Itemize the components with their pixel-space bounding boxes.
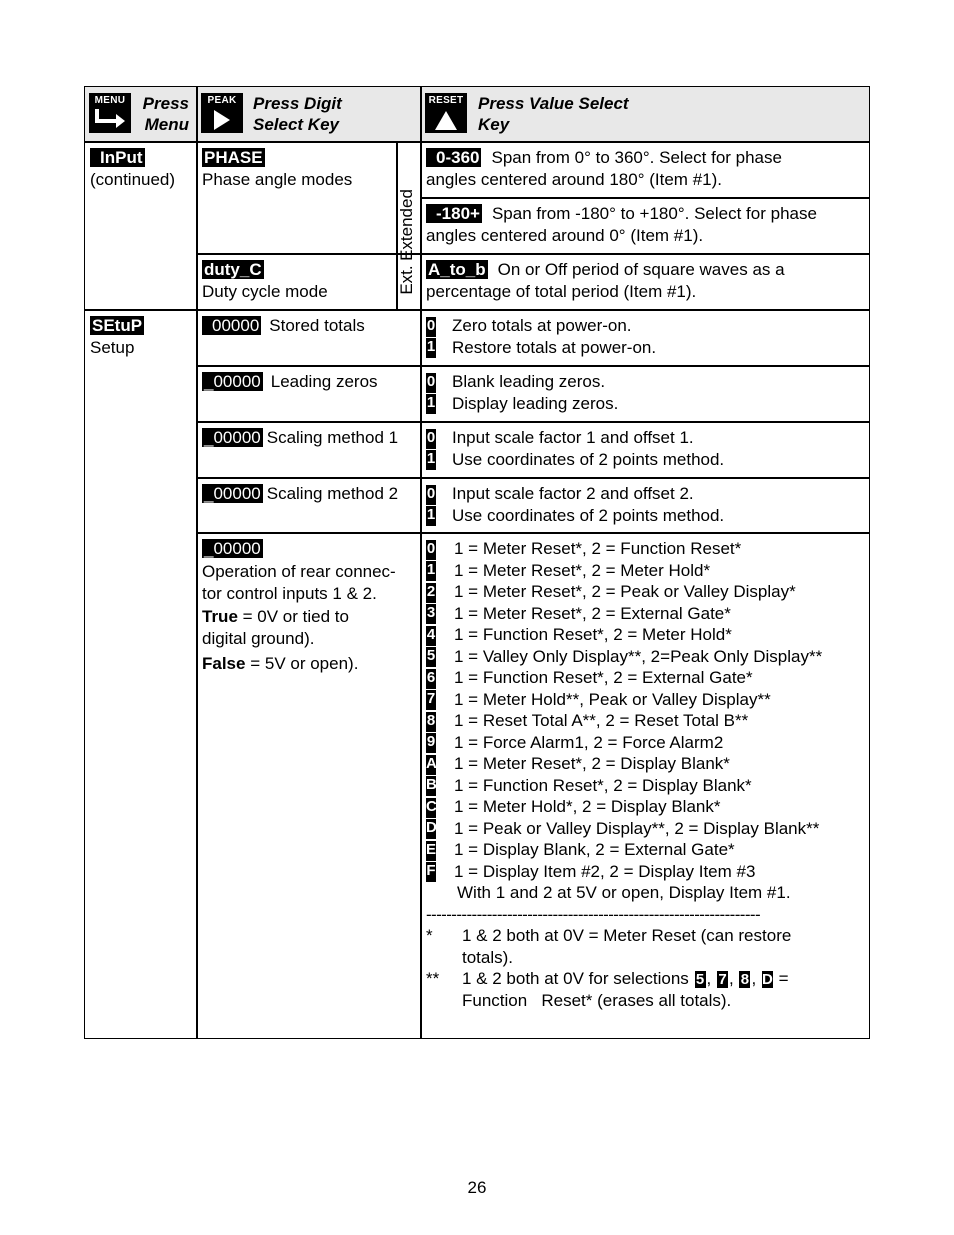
duty-badge: duty_C <box>204 260 262 279</box>
option-digit: 7 <box>426 690 436 710</box>
option-digit: B <box>426 776 436 796</box>
option-digit: 4 <box>426 626 436 646</box>
option-digit: C <box>426 798 436 818</box>
duty-cell <box>202 259 328 302</box>
option-digit: 8 <box>426 712 436 732</box>
option-text: 1 = Function Reset*, 2 = External Gate* <box>454 668 753 687</box>
phase-cell <box>202 147 352 190</box>
rear-option-row <box>426 818 822 840</box>
setup-row-scaling-1: _00000 Scaling method 1 <box>204 428 399 447</box>
option-digit: 0 <box>426 540 436 560</box>
setup-row-stored-options: 0 Zero totals at power-on. 1 Restore totals at power-on. <box>426 316 657 357</box>
rear-option-row <box>426 603 822 625</box>
option-text: 1 = Meter Hold*, 2 = Display Blank* <box>454 797 721 816</box>
duty-desc: Duty cycle mode <box>202 281 328 301</box>
reset-key-icon: RESET <box>425 93 467 133</box>
setup-row-stored-totals: 00000 Stored totals <box>202 315 365 337</box>
option-text: 1 = Meter Reset*, 2 = External Gate* <box>454 603 731 623</box>
setup-row-leading-options: 0 Blank leading zeros. 1 Display leading zeros. <box>426 372 619 413</box>
rear-option-row <box>426 538 822 560</box>
page-number: 26 <box>467 1178 487 1197</box>
input-menu-cell <box>90 147 175 190</box>
option-digit: F <box>426 862 436 882</box>
option-0-360: 0-360 Span from 0° to 360°. Select for phase angles centered around 180° (Item #1). <box>426 148 782 189</box>
option-text: 1 = Peak or Valley Display**, 2 = Display Blank** <box>454 818 820 838</box>
option-text: 1 = Meter Reset*, 2 = Function Reset* <box>454 539 742 558</box>
option-digit: E <box>426 841 436 861</box>
phase-badge: PHASE <box>204 148 263 167</box>
ext-label: Ext. <box>397 265 416 295</box>
option-text: 1 = Meter Hold**, Peak or Valley Display** <box>454 689 771 709</box>
setup-menu-cell <box>90 315 144 358</box>
rear-options-list: 0 1 = Meter Reset*, 2 = Function Reset* 1 1 = Meter Reset*, 2 = Meter Hold* 2 1 = Meter Reset*, 2 = Peak or Valley Display* 3 1 = Meter Reset*, 2 = External Gate* 4 1 = Function Reset*, 2 = Meter Hold* 5 1 = Valley Only Display**, 2=Peak Only Display** 6 1 = Function Reset*, 2 = External Gate* 7 1 = Meter Hold**, Peak or Valley Display** 8 1 = Reset Total A**, 2 = Reset Total B** 9 1 = Force Alarm1, 2 = Force Alarm2 A 1 = Meter Reset*, 2 = Display Blank* B 1 = Function Reset*, 2 = Display Blank* C 1 = Meter Hold*, 2 = Display Blank* D 1 = Peak or Valley Display**, 2 = Display Blank** E 1 = Display Blank, 2 = External Gate* F 1 = Display Item #2, 2 = Display Item #3 With 1 and 2 at 5V or open, Display Item #1. ------------------------------------------------------------------ * 1 & 2 both at 0V = Meter Reset (can restore totals). ** 1 & 2 both at 0V for selections 5 , 7 , 8 , D = Function Reset* (erases all totals). <box>426 539 823 1010</box>
option-text: 1 = Function Reset*, 2 = Meter Hold* <box>454 625 732 644</box>
option-digit: 5 <box>426 647 436 667</box>
rear-connector-cell: _00000 Operation of rear connec- tor control inputs 1 & 2. True = 0V or tied to digital ground). False = 5V or open). <box>202 539 396 673</box>
rear-option-row <box>426 624 822 646</box>
option-text: 1 = Meter Reset*, 2 = Peak or Valley Display* <box>454 582 796 601</box>
rear-option-row <box>426 667 822 689</box>
option-digit: 3 <box>426 604 436 624</box>
option-text: 1 = Reset Total A**, 2 = Reset Total B** <box>454 711 749 730</box>
rear-option-row <box>426 646 822 668</box>
header-col3-label: Press Value Select Key <box>478 94 629 134</box>
option-digit: 9 <box>426 733 436 753</box>
input-continued-note: (continued) <box>90 169 176 189</box>
rear-separator: ------------------------------------------------------------------ <box>426 904 761 924</box>
rear-option-row <box>426 689 822 711</box>
setup-badge: SEtuP <box>92 316 143 335</box>
extended-label: Extended <box>397 189 416 261</box>
setup-row-scaling1-options: 0 Input scale factor 1 and offset 1. 1 Use coordinates of 2 points method. <box>426 428 725 469</box>
phase-desc: Phase angle modes <box>202 169 353 189</box>
option-text: 1 = Meter Reset*, 2 = Meter Hold* <box>454 560 711 580</box>
header-col2-label: Press Digit Select Key <box>253 94 342 134</box>
option-digit: A <box>426 755 436 775</box>
rear-option-row <box>426 839 822 861</box>
option-text: 1 = Display Blank, 2 = External Gate* <box>454 840 735 859</box>
rear-option-row <box>426 732 822 754</box>
rear-option-row <box>426 710 822 732</box>
input-badge: InPut <box>90 148 145 167</box>
option-text: 1 = Display Item #2, 2 = Display Item #3 <box>454 861 756 881</box>
header-col1-label: Press Menu <box>142 94 189 134</box>
option-text: 1 = Meter Reset*, 2 = Display Blank* <box>454 754 730 773</box>
setup-row-scaling2-options: 0 Input scale factor 2 and offset 2. 1 Use coordinates of 2 points method. <box>426 484 725 525</box>
rear-option-row <box>426 753 822 775</box>
option-digit: D <box>426 819 436 839</box>
rear-option-row <box>426 581 822 603</box>
rear-option-row <box>426 796 822 818</box>
rear-option-row <box>426 775 822 797</box>
option-180: -180+ Span from -180° to +180°. Select for phase angles centered around 0° (Item #1). <box>426 204 817 245</box>
rear-last-note: With 1 and 2 at 5V or open, Display Item #1. <box>457 883 791 902</box>
option-text: 1 = Force Alarm1, 2 = Force Alarm2 <box>454 732 724 752</box>
option-a-to-b: A_to_b On or Off period of square waves as a percentage of total period (Item #1). <box>426 260 785 301</box>
rear-option-row <box>426 560 822 582</box>
menu-key-icon: MENU <box>89 93 131 133</box>
option-text: 1 = Function Reset*, 2 = Display Blank* <box>454 775 752 795</box>
option-digit: 1 <box>426 561 436 581</box>
option-text: 1 = Valley Only Display**, 2=Peak Only Display** <box>454 646 823 666</box>
menu-table <box>84 86 870 1039</box>
setup-desc: Setup <box>90 337 135 357</box>
setup-row-scaling-2: _00000 Scaling method 2 <box>204 484 399 503</box>
option-digit: 2 <box>426 583 436 603</box>
rear-option-row <box>426 861 822 883</box>
peak-key-icon: PEAK <box>201 93 243 133</box>
setup-row-leading-zeros: _00000 Leading zeros <box>204 372 378 391</box>
option-digit: 6 <box>426 669 436 689</box>
